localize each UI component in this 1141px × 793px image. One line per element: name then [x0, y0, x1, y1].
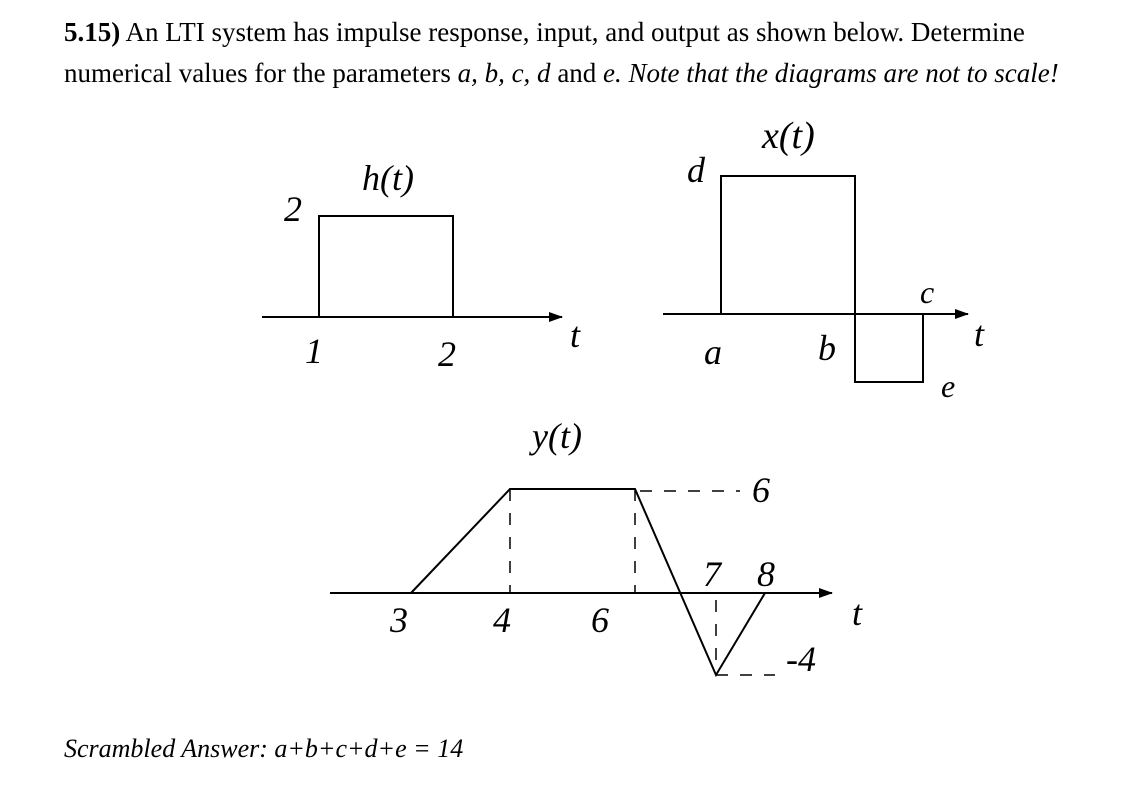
y-plot [330, 416, 863, 679]
problem-note: Note that the diagrams are not to scale! [621, 58, 1059, 88]
x-title: x(t) [762, 115, 815, 157]
problem-line-2-text: numerical values for the parameters [64, 58, 458, 88]
scrambled-answer: Scrambled Answer: a+b+c+d+e = 14 [64, 734, 464, 763]
y-axis-label: t [852, 593, 863, 633]
y-tick-6: 6 [591, 600, 609, 640]
h-plot [262, 158, 581, 374]
x-label-d: d [687, 150, 705, 190]
y-label-6: 6 [752, 470, 770, 510]
x-plot [663, 115, 985, 404]
h-tick-1: 1 [305, 331, 323, 371]
problem-line-1-text: An LTI system has impulse response, input, and output as shown below. Determine [120, 17, 1025, 47]
y-tick-4: 4 [493, 600, 511, 640]
x-label-b: b [818, 328, 836, 368]
h-title: h(t) [362, 158, 414, 198]
problem-and: and [550, 58, 604, 88]
h-height-label: 2 [284, 189, 302, 229]
problem-number: 5.15) [64, 17, 121, 47]
y-label-8: 8 [757, 554, 775, 594]
y-label-7: 7 [703, 554, 721, 594]
x-label-a: a [704, 332, 722, 372]
x-label-c: c [920, 274, 935, 310]
h-tick-2: 2 [438, 334, 456, 374]
problem-vars: a, b, c, d [457, 58, 551, 88]
y-label-neg4: -4 [786, 639, 816, 679]
y-tick-3: 3 [390, 600, 408, 640]
x-axis-label: t [974, 314, 985, 354]
problem-var-e: e. [603, 58, 622, 88]
y-title: y(t) [532, 416, 582, 456]
x-label-e: e [941, 368, 956, 404]
h-pulse [319, 216, 453, 317]
h-axis-label: t [570, 315, 581, 355]
